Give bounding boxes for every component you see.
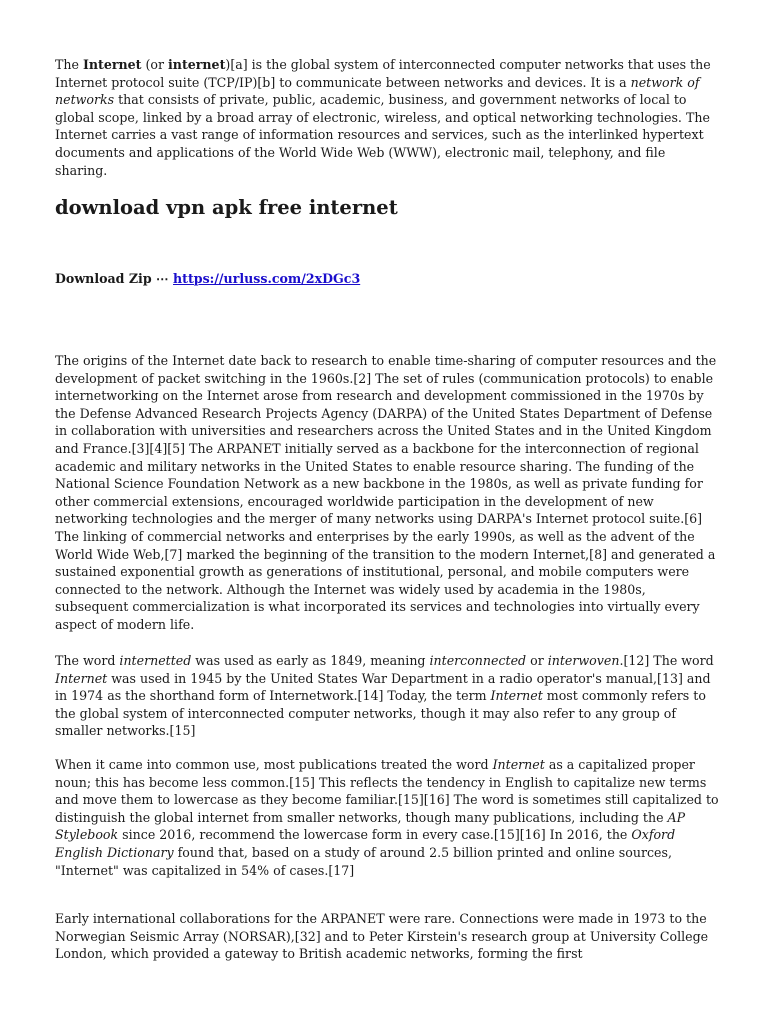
document-page (55, 56, 720, 962)
term-ap-stylebook: AP Stylebook (55, 809, 686, 843)
term-internet-lower-bold: internet (168, 57, 226, 72)
term-interwoven: interwoven (547, 653, 620, 668)
common-text: since 2016, recommend the lowercase form in every case.[15][16] In 2016, the (118, 827, 632, 843)
term-interconnected: interconnected (429, 653, 527, 668)
intro-text: that consists of private, public, academic, business, and government networks of local to global scope, linked by a broad array of electronic, wireless, and optical networking technologies. The Internet carries a vast range of information resources and services, such as the interlinked hypertext documents and applications of the World Wide Web (WWW), electronic mail, telephony, and file sharing. (55, 92, 710, 178)
origins-paragraph: The origins of the Internet date back to research to enable time-sharing of computer resources and the development of packet switching in the 1960s.[2] The set of rules (communication protocols) to enable internetworking on the Internet arose from research and development commissioned in the 1970s by the Defense Advanced Research Projects Agency (DARPA) of the United States Department of Defense in collaboration with universities and researchers across the United States and in the United Kingdom and France.[3][4][5] The ARPANET initially served as a backbone for the interconnection of regional academic and military networks in the United States to enable resource sharing. The funding of the National Science Foundation Network as a new backbone in the 1980s, as well as private funding for other commercial extensions, encouraged worldwide participation in the development of new networking technologies and the merger of many networks using DARPA's Internet protocol suite.[6] The linking of commercial networks and enterprises by the early 1990s, as well as the advent of the World Wide Web,[7] marked the beginning of the transition to the modern Internet,[8] and generated a sustained exponential growth as generations of institutional, personal, and mobile computers were connected to the network. Although the Internet was widely used by academia in the 1980s, subsequent commercialization is what incorporated its services and technologies into virtually every aspect of modern life. (55, 353, 717, 632)
word-paragraph (55, 652, 720, 740)
intro-text: (or (141, 57, 168, 72)
term-internetted: internetted (119, 653, 192, 668)
download-label: Download Zip ⋯ (55, 271, 173, 286)
intro-text: )[a] is the global system of interconnected computer networks that uses the Internet protocol suite (TCP/IP)[b] to communicate between networks and devices. It is a (55, 57, 711, 90)
word-text: was used as early as 1849, meaning (191, 653, 430, 668)
intro-text: The (55, 57, 83, 72)
common-text: When it came into common use, most publications treated the word (55, 757, 493, 772)
term-oxford-english-dictionary: Oxford English Dictionary (55, 827, 676, 860)
term-internet-bold: Internet (82, 57, 142, 72)
common-use-paragraph (55, 756, 720, 879)
term-internet-italic: Internet (492, 757, 545, 772)
word-text: most commonly refers to the global system of interconnected computer networks, though it may also refer to any group of smaller networks.[15] (55, 688, 706, 739)
common-text: found that, based on a study of around 2.5 billion printed and online sources, "Internet" was capitalized in 54% of cases.[17] (55, 844, 672, 878)
word-text: or (526, 653, 548, 668)
download-line (55, 270, 360, 288)
page-heading: download vpn apk free internet (55, 196, 398, 219)
word-text: was used in 1945 by the United States War Department in a radio operator's manual,[13] and in 1974 as the shorthand form of Internetwork.[14] Today, the term (55, 670, 711, 704)
term-network-of-networks: network of networks (55, 74, 700, 108)
download-link[interactable]: https://urluss.com/2xDGc3 (173, 271, 361, 286)
term-internet-italic: Internet (490, 688, 543, 704)
common-text: as a capitalized proper noun; this has become less common.[15] This reflects the tendency in English to capitalize new terms and move them to lowercase as they become familiar.[15][16] The word is sometimes still capitalized to distinguish the global internet from smaller networks, though many publications, including the (55, 757, 719, 825)
word-text: .[12] The word (619, 653, 714, 668)
word-text: The word (55, 653, 120, 668)
intro-paragraph (55, 56, 720, 179)
term-internet-italic: Internet (55, 670, 108, 686)
early-collaborations-paragraph: Early international collaborations for the ARPANET were rare. Connections were made in 1973 to the Norwegian Seismic Array (NORSAR),[32] and to Peter Kirstein's research group at University College London, which provided a gateway to British academic networks, forming the first (55, 911, 709, 962)
